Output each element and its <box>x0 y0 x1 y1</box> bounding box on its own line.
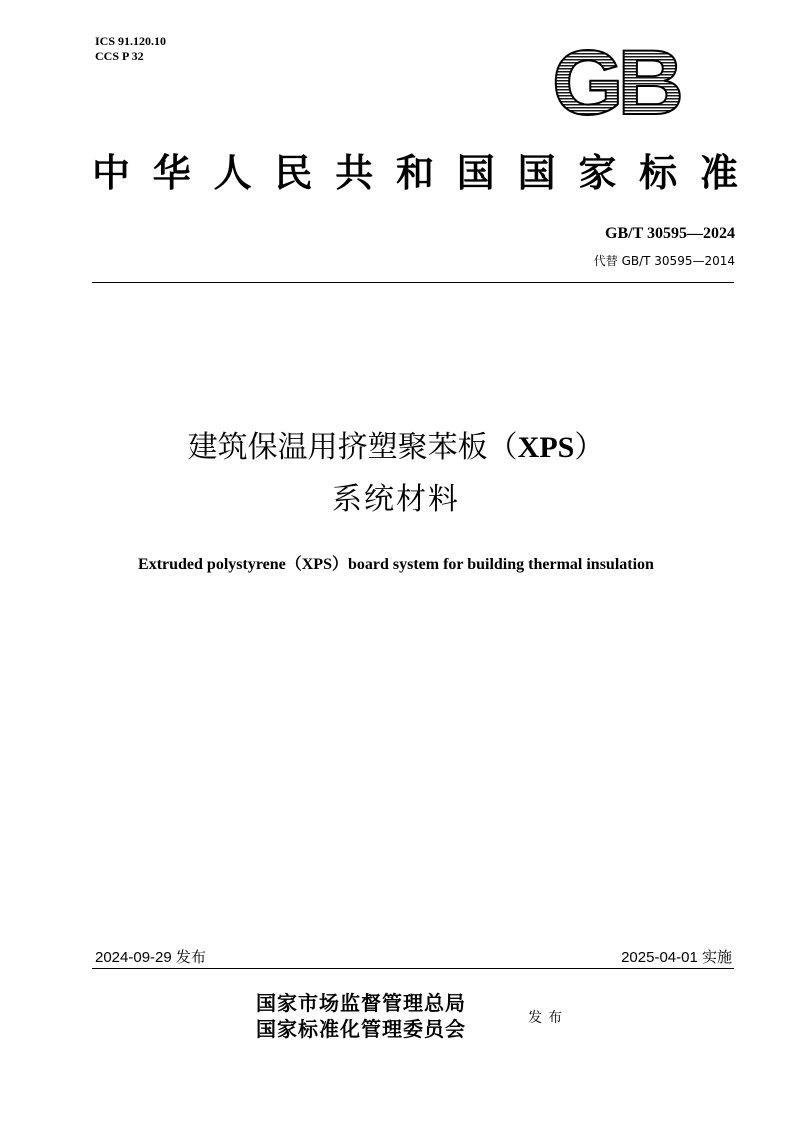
issuer-sac: 国家标准化管理委员会 <box>256 1017 466 1041</box>
title-zh-line1 <box>0 428 792 468</box>
title-zh-prefix: 建筑保温用挤塑聚苯板（ <box>187 430 518 465</box>
ics-code: ICS 91.120.10 <box>95 34 167 48</box>
standard-number <box>605 225 735 243</box>
issuer-samr: 国家市场监督管理总局 <box>256 991 466 1015</box>
gb-logo-text: GB <box>552 44 678 122</box>
title-zh-suffix: ） <box>574 430 605 465</box>
title-en: Extruded polystyrene（XPS）board system for building thermal insulation <box>138 556 654 573</box>
ccs-code: CCS P 32 <box>95 49 144 63</box>
issue-date: 2024-09-29 发布 <box>95 949 206 966</box>
replaces-standard: 代替 GB/T 30595—2014 <box>593 254 735 268</box>
classification-codes <box>95 34 166 64</box>
gb-logo-icon <box>538 44 692 122</box>
gb-logo <box>538 44 692 122</box>
standard-number-text: GB/T 30595—2024 <box>605 225 735 242</box>
publish-label: 发布 <box>528 1010 568 1026</box>
issuing-authorities <box>256 990 466 1042</box>
implement-date: 2025-04-01 实施 <box>621 949 732 966</box>
top-divider <box>92 282 734 283</box>
title-zh-xps: XPS <box>517 431 575 464</box>
national-standard-heading: 中华人民共和国国家标准 <box>92 150 740 195</box>
title-zh-line2: 系统材料 <box>332 482 460 517</box>
bottom-divider <box>92 968 734 969</box>
